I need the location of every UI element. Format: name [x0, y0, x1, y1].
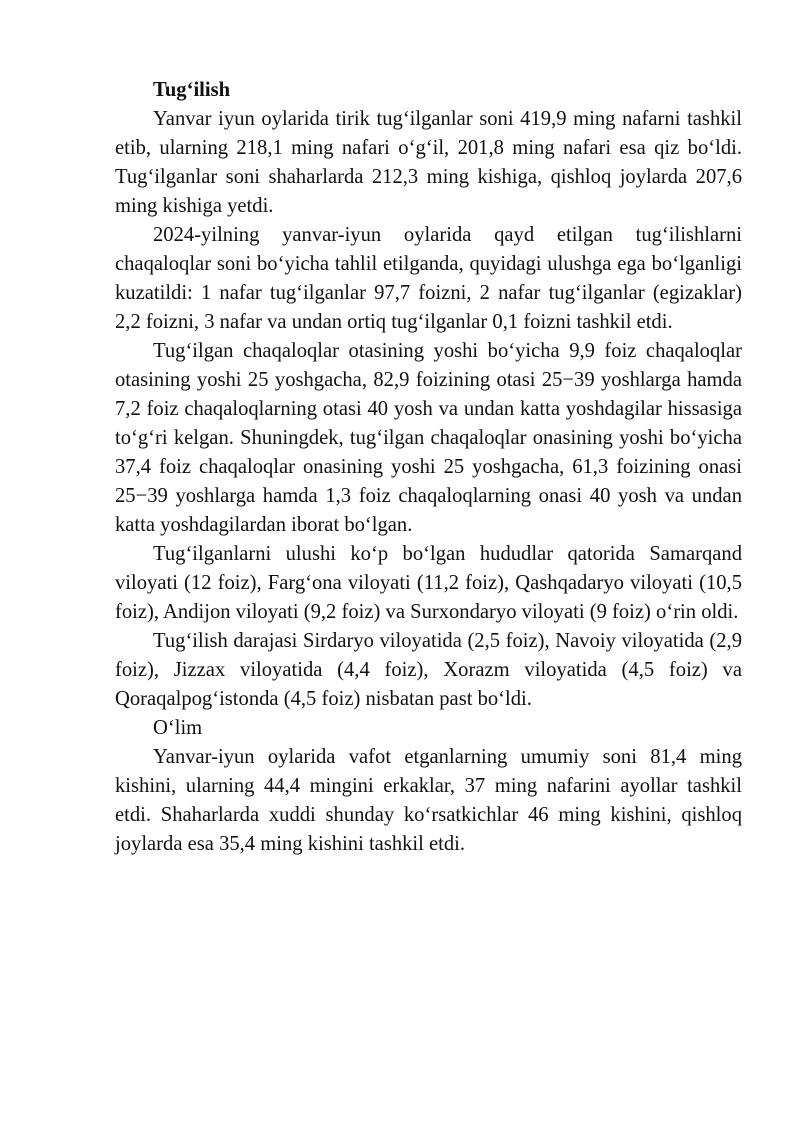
paragraph-top-regions: Tug‘ilganlarni ulushi ko‘p bo‘lgan hududlar qatorida Samarqand viloyati (12 foiz), Farg‘ona viloyati (11,2 foiz), Qashqadaryo viloyati (10,5 foiz), Andijon viloyati (9,2 foiz) va Surxondaryo viloyati (9 foiz) o‘rin oldi. [115, 543, 742, 623]
paragraph-birth-multiplicity: 2024-yilning yanvar-iyun oylarida qayd etilgan tug‘ilishlarni chaqaloqlar soni bo‘yicha tahlil etilganda, quyidagi ulushga ega bo‘lganligi kuzatildi: 1 nafar tug‘ilganlar 97,7 foizni, 2 nafar tug‘ilganlar (egizaklar) 2,2 foizni, 3 nafar va undan ortiq tug‘ilganlar 0,1 foizni tashkil etdi. [115, 224, 742, 333]
paragraph-death-totals: Yanvar-iyun oylarida vafot etganlarning umumiy soni 81,4 ming kishini, ularning 44,4 mingini erkaklar, 37 ming nafarini ayollar tashkil etdi. Shaharlarda xuddi shunday ko‘rsatkichlar 46 ming kishini, qishloq joylarda esa 35,4 ming kishini tashkil etdi. [115, 746, 742, 855]
section-heading-birth: Tug‘ilish [153, 79, 231, 101]
paragraph-parent-age: Tug‘ilgan chaqaloqlar otasining yoshi bo‘yicha 9,9 foiz chaqaloqlar otasining yoshi 25 yoshgacha, 82,9 foizining otasi 25−39 yoshlarga hamda 7,2 foiz chaqaloqlarning otasi 40 yosh va undan katta yoshdagilar hissasiga to‘g‘ri kelgan. Shuningdek, tug‘ilgan chaqaloqlar onasining yoshi bo‘yicha 37,4 foiz chaqaloqlar onasining yoshi 25 yoshgacha, 61,3 foizining onasi 25−39 yoshlarga hamda 1,3 foiz chaqaloqlarning onasi 40 yosh va undan katta yoshdagilardan iborat bo‘lgan. [115, 340, 742, 536]
paragraph-birth-totals: Yanvar iyun oylarida tirik tug‘ilganlar soni 419,9 ming nafarni tashkil etib, ularning 218,1 ming nafari o‘g‘il, 201,8 ming nafari esa qiz bo‘ldi. Tug‘ilganlar soni shaharlarda 212,3 ming kishiga, qishloq joylarda 207,6 ming kishiga yetdi. [115, 108, 742, 217]
document-body [115, 76, 742, 859]
paragraph-low-regions: Tug‘ilish darajasi Sirdaryo viloyatida (2,5 foiz), Navoiy viloyatida (2,9 foiz), Jizzax viloyatida (4,4 foiz), Xorazm viloyatida (4,5 foiz) va Qoraqalpog‘istonda (4,5 foiz) nisbatan past bo‘ldi. [115, 630, 742, 710]
section-heading-death: O‘lim [153, 717, 203, 739]
